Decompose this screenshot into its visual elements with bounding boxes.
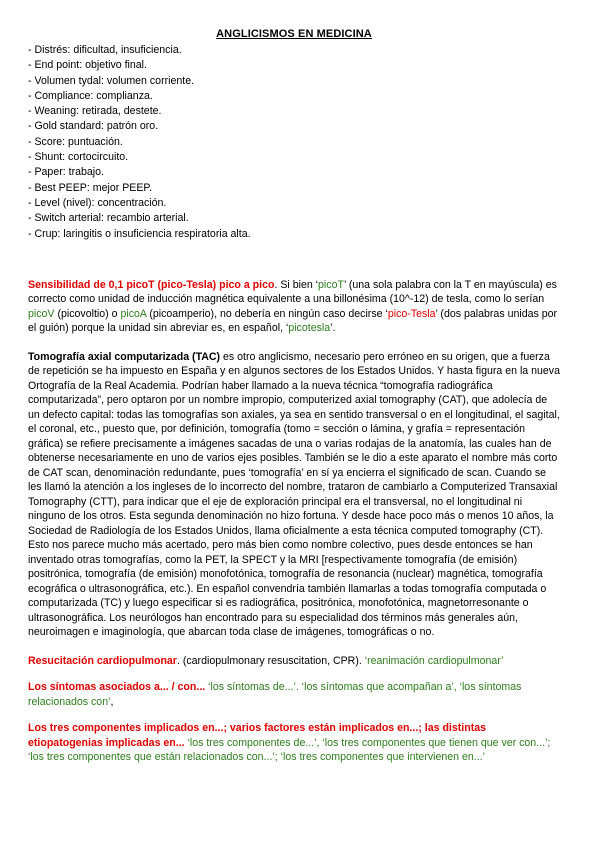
highlight-green: picoA [120, 307, 147, 320]
list-item: - Weaning: retirada, destete. [28, 105, 162, 118]
paragraph-tac [28, 350, 560, 640]
paragraph-heading: Los tres componentes implicados en...; varios factores están implicados en...; las distintas etiopatogenias implicadas en... [28, 722, 487, 749]
text-run: ’. [330, 322, 336, 335]
list-item: - Paper: trabajo. [28, 166, 104, 179]
paragraph-picotesla [28, 278, 560, 336]
highlight-green: ‘los síntomas de...’. ‘los síntomas que acompañan a’, ‘los síntomas relacionados con’ [28, 681, 522, 708]
anglicism-list [28, 43, 560, 242]
highlight-green: picoT [318, 278, 344, 291]
paragraph-componentes [28, 721, 560, 765]
list-item: - Switch arterial: recambio arterial. [28, 212, 189, 225]
highlight-green: ‘reanimación cardiopulmonar’ [364, 654, 504, 667]
list-item: - End point: objetivo final. [28, 59, 147, 72]
paragraph-heading: Resucitación cardiopulmonar [28, 654, 177, 667]
list-item: - Best PEEP: mejor PEEP. [28, 181, 153, 194]
highlight-red: pico-Tesla [387, 307, 436, 320]
list-item: - Score: puntuación. [28, 135, 123, 148]
highlight-green: ‘los tres componentes de...’, ‘los tres componentes que tienen que ver con...’; ‘los tres componentes que están relacionados con...’; ‘los tres componentes que intervienen en...’ [28, 736, 551, 764]
list-item: - Volumen tydal: volumen corriente. [28, 74, 195, 87]
paragraph-heading: Los síntomas asociados a... / con... [28, 681, 206, 694]
highlight-green: picotesla [288, 322, 331, 335]
list-item: - Level (nivel): concentración. [28, 196, 167, 209]
text-run: es otro anglicismo, necesario pero erróneo en su origen, que a fuerza de repetición se ha impuesto en España y en algunos sectores de los Estados Unidos. Y hasta figura en la nueva Ortografía de la Real Academia. Podrían haber llamado a la nueva técnica “tomografía radiográfica computarizada”, pero optaron por un nombre impropio, computerized axial tomography (CAT), que adolecía de un defecto capital: todas las tomografías son axiales, ya sea en sentido transversal o en el longitudinal, el sagital, el coronal, etc., puesto que, por definición, tomografía (tomo = sección o lámina, y grafía = representación gráfica) se refiere precisamente a imágenes sacadas de una o varias rodajas de la anatomía, las cuales han de obtenerse necesariamente en uno de varios ejes posibles. También se le dio a este aparato el nombre más corto de CAT scan, denominación redundante, pues ‘tomografía’ en sí ya encierra el significado de scan. Cuando se les llamó la atención a los ingleses de lo incorrecto del nombre, trataron de cambiarlo a Computerized Transaxial Tomography (CTT), para indicar que el eje de exploración principal era el transversal, no el longitudinal ni ninguno de los otros. Esta segunda denominación no hizo fortuna. Y desde hace poco más o menos 10 años, la Sociedad de Radiología de los Estados Unidos, llama oficialmente a esta técnica computed tomography (CT). Esto nos parece mucho más acertado, pero más bien como nombre colectivo, pues desde entonces se han inventado otras tomografías, como la PET, la SPECT y la MRI [respectivamente tomografía (de emisión) positrónica, tomografía (de emisión) monofotónica, tomografía de resonancia (nuclear) magnética, tomografía ecográfica o ultrasonográfica, etc.). En español convendría también llamarlas a todas tomografía computada o computarizada (TC) y luego especificar si es radiográfica, positrónica, monofotónica, magnetorresonante o ultrasonográfica. Los neurólogos han encontrado para su especialidad dos términos más generales aún, neuroimagen e imaginología, que abarcan toda clase de imágenes, tomográficas o no. [28, 350, 560, 639]
text-run: ’ (dos palabras unidas por el guión) porque la unidad sin abreviar es, en español, ‘ [28, 307, 558, 335]
list-item: - Crup: laringitis o insuficiencia respiratoria alta. [28, 227, 251, 240]
paragraph-sintomas [28, 680, 560, 709]
list-item: - Distrés: dificultad, insuficiencia. [28, 44, 182, 56]
list-item: - Compliance: complianza. [28, 89, 153, 102]
paragraph-heading: Sensibilidad de 0,1 picoT (pico-Tesla) pico a pico [28, 278, 275, 291]
list-item: - Shunt: cortocircuito. [28, 151, 129, 164]
paragraph-resucitacion [28, 654, 560, 669]
highlight-green: picoV [28, 307, 55, 320]
text-run: . Si bien ‘ [274, 278, 319, 291]
paragraph-heading: Tomografía axial computarizada (TAC) [28, 350, 221, 363]
page-title: ANGLICISMOS EN MEDICINA [216, 28, 372, 40]
list-item: - Gold standard: patrón oro. [28, 120, 159, 133]
text-run: (picoamperio), no debería en ningún caso decirse ‘ [146, 307, 388, 320]
text-run: (picovoltio) o [54, 307, 121, 320]
text-run: ’ (una sola palabra con la T en mayúscula) es correcto como unidad de inducción magnética equivalente a una billonésima (10^-12) de tesla, como lo serían [28, 278, 557, 306]
text-run: . (cardiopulmonary resuscitation, CPR). [176, 654, 365, 667]
text-run: , [110, 695, 114, 708]
